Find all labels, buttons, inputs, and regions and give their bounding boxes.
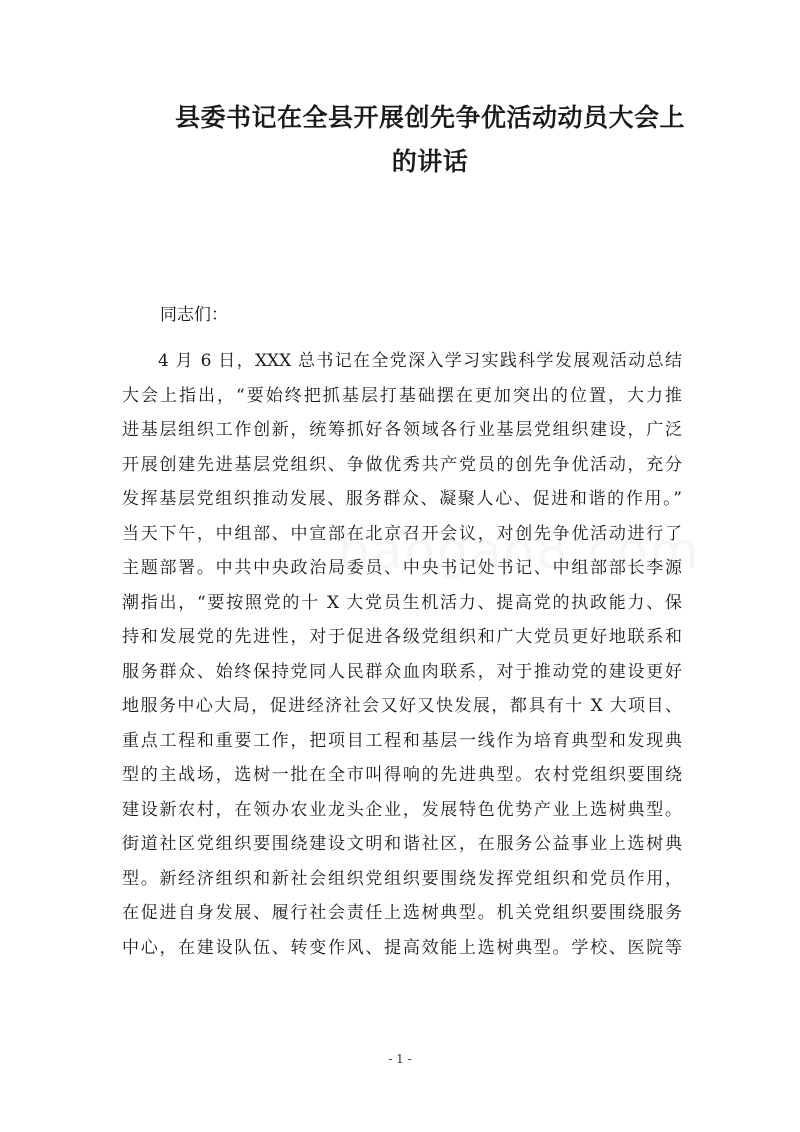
paragraph-line: 中心，在建设队伍、转变作风、提高效能上选树典型。学校、医院等 — [122, 937, 682, 958]
page-number: - 1 - — [388, 1052, 412, 1066]
page-title-line-1: 县委书记在全县开展创先争优活动动员大会上 — [174, 103, 685, 132]
paragraph-line: 型的主战场，选树一批在全市叫得响的先进典型。农村党组织要围绕 — [122, 765, 682, 785]
page-title-line-2: 的讲话 — [391, 147, 469, 176]
paragraph-line: 发挥基层党组织推动发展、服务群众、凝聚人心、促进和谐的作用。” — [122, 489, 682, 509]
paragraph-line: 进基层组织工作创新，统筹抓好各领域各行业基层党组织建设，广泛 — [122, 420, 682, 440]
paragraph-line: 街道社区党组织要围绕建设文明和谐社区，在服务公益事业上选树典 — [122, 834, 682, 854]
paragraph-line: 潮指出，“要按照党的十 X 大党员生机活力、提高党的执政能力、保 — [122, 592, 682, 613]
paragraph-line: 大会上指出，“要始终把抓基层打基础摆在更加突出的位置，大力推 — [122, 385, 682, 406]
body-paragraph — [122, 344, 682, 965]
greeting: 同志们： — [160, 305, 228, 325]
paragraph-line: 重点工程和重要工作，把项目工程和基层一线作为培育典型和发现典 — [122, 730, 682, 751]
paragraph-line: 地服务中心大局，促进经济社会又好又快发展，都具有十 X 大项目、 — [122, 696, 682, 716]
paragraph-line: 主题部署。中共中央政治局委员、中央书记处书记、中组部部长李源 — [122, 558, 682, 578]
paragraph-line: 型。新经济组织和新社会组织党组织要围绕发挥党组织和党员作用， — [122, 868, 682, 889]
paragraph-line: 服务群众、始终保持党同人民群众血肉联系，对于推动党的建设更好 — [122, 661, 682, 682]
paragraph-line: 4 月 6 日，XXX 总书记在全党深入学习实践科学发展观活动总结 — [158, 351, 682, 371]
paragraph-line: 建设新农村，在领办农业龙头企业，发展特色优势产业上选树典型。 — [122, 799, 682, 820]
paragraph-line: 持和发展党的先进性，对于促进各级党组织和广大党员更好地联系和 — [122, 627, 682, 647]
paragraph-line: 当天下午，中组部、中宣部在北京召开会议，对创先争优活动进行了 — [122, 523, 682, 544]
paragraph-line: 在促进自身发展、履行社会责任上选树典型。机关党组织要围绕服务 — [122, 903, 682, 923]
paragraph-line: 开展创建先进基层党组织、争做优秀共产党员的创先争优活动，充分 — [122, 454, 682, 475]
